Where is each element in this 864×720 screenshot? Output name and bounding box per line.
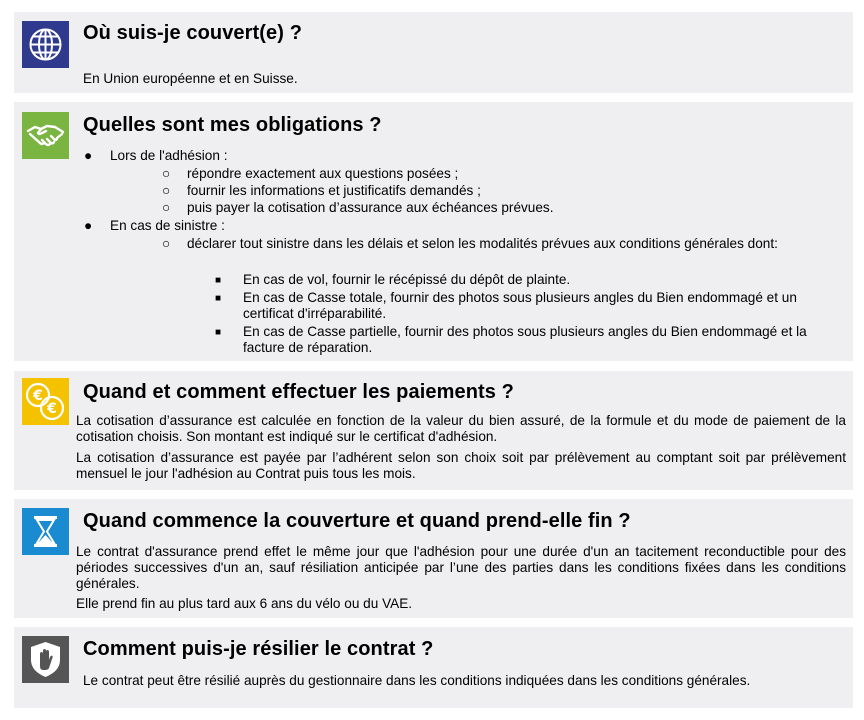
adhesion-label: Lors de l'adhésion : xyxy=(110,148,228,163)
bullet-circle: ○ xyxy=(162,236,171,251)
payments-title: Quand et comment effectuer les paiements ? xyxy=(83,381,514,403)
duration-paragraph: Elle prend fin au plus tard aux 6 ans du vélo ou du VAE. xyxy=(76,596,413,611)
sinistre-subitem: En cas de Casse partielle, fournir des photos sous plusieurs angles du Bien endommagé et la facture de réparation. xyxy=(243,324,807,355)
globe-icon xyxy=(22,21,69,68)
shield-hand-icon xyxy=(22,636,69,683)
payments-paragraph: La cotisation d’assurance est calculée en fonction de la valeur du bien assuré, de la formule et du mode de paiement de la cotisation choisis. Son montant est indiqué sur le certificat d'adhésion. xyxy=(76,413,846,444)
bullet-circle: ○ xyxy=(162,166,171,181)
sinistre-item: déclarer tout sinistre dans les délais et selon les modalités prévues aux conditions générales dont: xyxy=(187,236,778,251)
bullet-circle: ○ xyxy=(162,200,171,215)
bullet-square: ■ xyxy=(215,293,222,304)
payments-section xyxy=(14,371,853,490)
termination-section xyxy=(14,627,853,708)
adhesion-item: puis payer la cotisation d’assurance aux échéances prévues. xyxy=(187,200,554,215)
payments-paragraph: La cotisation d’assurance est payée par l’adhérent selon son choix soit par prélèvement au comptant soit par prélèvement mensuel le jour l'adhésion au Contrat puis tous les mois. xyxy=(76,450,846,481)
handshake-icon xyxy=(22,112,69,159)
euro-coins-icon xyxy=(22,378,69,425)
adhesion-item: fournir les informations et justificatifs demandés ; xyxy=(187,183,481,198)
coverage-title: Où suis-je couvert(e) ? xyxy=(83,22,303,44)
coverage-text: En Union européenne et en Suisse. xyxy=(83,71,298,86)
duration-title: Quand commence la couverture et quand prend-elle fin ? xyxy=(83,510,631,532)
obligations-title: Quelles sont mes obligations ? xyxy=(83,114,382,136)
coverage-section xyxy=(14,12,853,93)
bullet-square: ■ xyxy=(215,275,222,286)
sinistre-subitem: En cas de vol, fournir le récépissé du dépôt de plainte. xyxy=(243,272,571,287)
sinistre-subitem: En cas de Casse totale, fournir des photos sous plusieurs angles du Bien endommagé et un certificat d'irréparabilité. xyxy=(243,290,797,321)
duration-paragraph: Le contrat d'assurance prend effet le même jour que l'adhésion pour une durée d'un an tacitement reconductible pour des périodes successives d'un an, sauf résiliation anticipée par l’une des parties dans les conditions fixées dans les conditions générales. xyxy=(76,544,846,591)
bullet-dot: ● xyxy=(84,148,93,163)
termination-title: Comment puis-je résilier le contrat ? xyxy=(83,638,434,660)
obligations-section xyxy=(14,102,853,361)
duration-section xyxy=(14,499,853,618)
hourglass-icon xyxy=(22,508,69,555)
bullet-circle: ○ xyxy=(162,183,171,198)
sinistre-label: En cas de sinistre : xyxy=(110,218,225,233)
bullet-square: ■ xyxy=(215,327,222,338)
termination-text: Le contrat peut être résilié auprès du gestionnaire dans les conditions indiquées dans les conditions générales. xyxy=(83,673,751,688)
svg-text:€: € xyxy=(33,388,43,404)
adhesion-item: répondre exactement aux questions posées ; xyxy=(187,166,459,181)
bullet-dot: ● xyxy=(84,218,93,233)
svg-text:€: € xyxy=(47,401,57,417)
